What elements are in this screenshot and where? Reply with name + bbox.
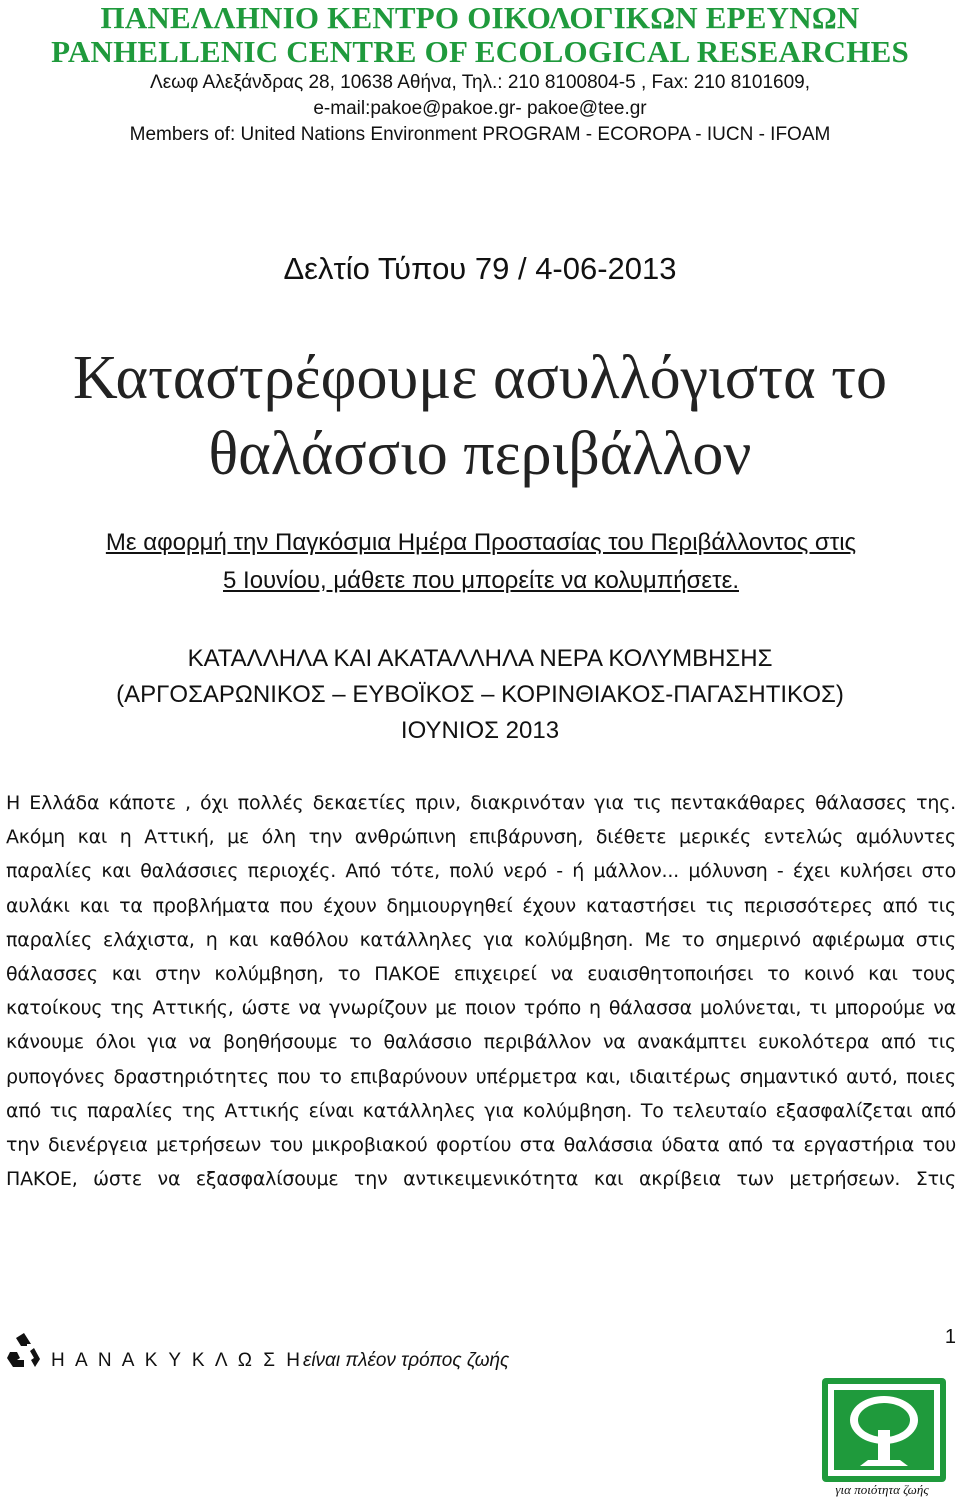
page-footer	[0, 1326, 960, 1505]
main-title	[0, 340, 960, 492]
section-heading: ΚΑΤΑΛΛΗΛΑ ΚΑΙ ΑΚΑΤΑΛΛΗΛΑ ΝΕΡΑ ΚΟΛΥΜΒΗΣΗΣ	[187, 645, 773, 672]
body-paragraph	[6, 786, 956, 1196]
subtitle-line-1: Με αφορμή την Παγκόσμια Ημέρα Προστασίας του Περιβάλλοντος στις	[105, 529, 857, 556]
logo-caption: για ποιότητα ζωής	[835, 1482, 929, 1497]
main-title-line-1: Καταστρέφουμε ασυλλόγιστα το	[73, 344, 887, 412]
section-date: ΙΟΥΝΙΟΣ 2013	[400, 717, 560, 744]
recycle-icon	[4, 1330, 44, 1370]
subtitle-line-2: 5 Ιουνίου, μάθετε που μπορείτε να κολυμπήσετε.	[223, 567, 739, 594]
org-name-english: PANHELLENIC CENTRE OF ECOLOGICAL RESEARCHES	[51, 34, 909, 69]
email-line: e-mail:pakoe@pakoe.gr- pakoe@tee.gr	[313, 98, 647, 119]
members-line: Members of: United Nations Environment PROGRAM - ECOROPA - IUCN - IFOAM	[129, 124, 831, 145]
recycling-motto	[51, 1348, 509, 1374]
main-title-line-2: θαλάσσιο περιβάλλον	[208, 420, 752, 488]
pakoe-tree-logo	[820, 1376, 948, 1494]
body-text: Η Ελλάδα κάποτε , όχι πολλές δεκαετίες πριν, διακρινόταν για τις πεντακάθαρες θάλασσες της. Ακόμη και η Αττική, με όλη την ανθρώπινη επιβάρυνση, διέθετε μερικές εντελώς αμόλυντες παραλίες και θαλάσσιες περιοχές. Από τότε, πολύ νερό - ή μάλλον... μόλυνση - έχει κυλήσει στο αυλάκι και τα προβλήματα που έχουν δημιουργηθεί έχουν καταστήσει τις περισσότερες από τις παραλίες ελάχιστα, η και καθόλου κατάλληλες για κολύμβηση. Με το σημερινό αφιέρωμα στις θάλασσες και στην κολύμβηση, το ΠΑΚΟΕ επιχειρεί να ευαισθητοποιήσει το κοινό και τους κατοίκους της Αττικής, ώστε να γνωρίζουν με ποιον τρόπο η θάλασσα μολύνεται, τι μπορούμε να κάνουμε όλοι για να βοηθήσουμε το θαλάσσιο περιβάλλον να ανακάμπτει ευκολότερα από τις ρυπογόνες δραστηριότητες που το επιβαρύνουν υπέρμετρα και, ιδιαιτέρως σημαντικό αυτό, ποιες από τις παραλίες της Αττικής είναι κατάλληλες για κολύμβηση. Το τελευταίο εξασφαλίζεται από την διενέργεια μετρήσεων του μικροβιακού φορτίου στα θαλάσσια ύδατα από τα εργαστήρια του ΠΑΚΟΕ, ώστε να εξασφαλίσουμε την αντικειμενικότητα και ακρίβεια των μετρήσεων. Στις	[6, 792, 956, 1191]
subtitle	[6, 524, 956, 600]
section-regions: (ΑΡΓΟΣΑΡΩΝΙΚΟΣ – ΕΥΒΟΪΚΟΣ – ΚΟΡΙΝΘΙΑΚΟΣ-ΠΑΓΑΣΗΤΙΚΟΣ)	[116, 681, 844, 708]
motto-spaced: Η Α Ν Α Κ Υ Κ Λ Ω Σ Η	[51, 1350, 303, 1371]
address-line: Λεωφ Αλεξάνδρας 28, 10638 Αθήνα, Τηλ.: 210 8100804-5 , Fax: 210 8101609,	[150, 72, 810, 93]
org-name-greek: ΠΑΝΕΛΛΗΝΙΟ ΚΕΝΤΡΟ ΟΙΚΟΛΟΓΙΚΩΝ ΕΡΕΥΝΩΝ	[100, 0, 860, 35]
page-number: 1	[944, 1326, 956, 1348]
press-release-number: Δελτίο Τύπου 79 / 4-06-2013	[283, 251, 677, 286]
motto-italic: είναι πλέον τρόπος ζωής	[302, 1350, 510, 1371]
